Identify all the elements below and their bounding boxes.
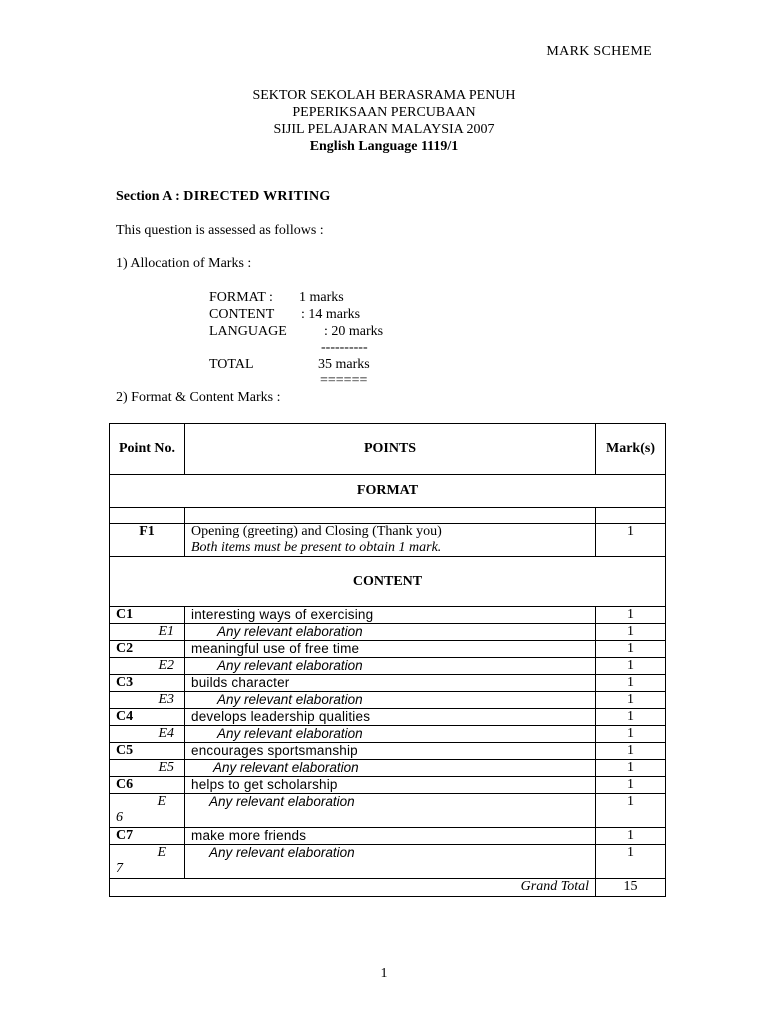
page-number: 1 [380,966,388,981]
format-value: 1 marks [299,290,344,305]
grand-total-row [110,879,666,897]
point-mark: 1 [596,692,666,709]
table-row [110,845,666,879]
table-row [110,675,666,692]
point-mark: 1 [596,845,666,879]
point-text: helps to get scholarship [185,777,596,794]
point-note: Both items must be present to obtain 1 mark. [191,540,442,555]
table-row [110,624,666,641]
header-points: POINTS [185,424,596,475]
mark-scheme-label: MARK SCHEME [546,44,652,59]
point-mark: 1 [596,607,666,624]
point-no: F1 [110,524,185,557]
format-heading: FORMAT [110,475,666,508]
table-row [110,607,666,624]
table-row [110,726,666,743]
point-no-letter: E [157,845,166,860]
point-text: Any relevant elaboration [185,692,596,709]
point-no: C7 [110,828,185,845]
point-mark: 1 [596,726,666,743]
point-mark: 1 [596,794,666,828]
language-value: : 20 marks [324,324,384,339]
header-marks: Mark(s) [596,424,666,475]
language-label: LANGUAGE [209,324,287,339]
point-no: C5 [110,743,185,760]
point-mark: 1 [596,777,666,794]
point-mark: 1 [596,709,666,726]
table-row [110,777,666,794]
point-mark: 1 [596,624,666,641]
point-text: make more friends [185,828,596,845]
equals-line: ====== [320,373,368,388]
point-text: Any relevant elaboration [185,760,596,777]
point-mark: 1 [596,828,666,845]
table-row [110,743,666,760]
content-heading: CONTENT [110,557,666,607]
point-text: builds character [185,675,596,692]
point-mark: 1 [596,524,666,557]
title-line-3: SIJIL PELAJARAN MALAYSIA 2007 [273,122,495,137]
title-line-4: English Language 1119/1 [309,139,459,154]
spacer-row [110,508,666,524]
point-no [110,794,185,828]
table-row [110,524,666,557]
grand-total-label: Grand Total [110,879,596,897]
point-no: C1 [110,607,185,624]
table-row [110,828,666,845]
table-row [110,794,666,828]
point-mark: 1 [596,641,666,658]
point-text: Any relevant elaboration [185,845,596,879]
point-no [110,845,185,879]
allocation-heading: 1) Allocation of Marks : [116,256,252,271]
point-text: develops leadership qualities [185,709,596,726]
point-text: meaningful use of free time [185,641,596,658]
point-no: E4 [110,726,185,743]
table-row [110,709,666,726]
point-no: E1 [110,624,185,641]
content-value: : 14 marks [301,307,361,322]
header-point-no: Point No. [110,424,185,475]
table-row [110,641,666,658]
point-mark: 1 [596,743,666,760]
point-no: C2 [110,641,185,658]
point-mark: 1 [596,658,666,675]
point-text: Any relevant elaboration [185,794,596,828]
point-text: Any relevant elaboration [185,726,596,743]
point-text: encourages sportsmanship [185,743,596,760]
point-mark: 1 [596,675,666,692]
section-prefix: Section A : [116,189,180,204]
point-text [185,524,596,557]
total-value: 35 marks [318,357,370,372]
table-header-row [110,424,666,475]
point-no-letter: E [157,794,166,809]
format-content-heading: 2) Format & Content Marks : [116,390,281,405]
point-no: E5 [110,760,185,777]
title-line-1: SEKTOR SEKOLAH BERASRAMA PENUH [252,88,516,103]
table-row [110,692,666,709]
format-label: FORMAT : [209,290,273,305]
point-text: Any relevant elaboration [185,624,596,641]
point-no: C4 [110,709,185,726]
point-no: C3 [110,675,185,692]
point-no: E2 [110,658,185,675]
point-mark: 1 [596,760,666,777]
assessed-text: This question is assessed as follows : [116,223,324,238]
section-heading [116,189,331,205]
grand-total-value: 15 [596,879,666,897]
title-line-2: PEPERIKSAAN PERCUBAAN [292,105,476,120]
point-no-digit: 7 [116,861,123,876]
point-no-digit: 6 [116,810,123,825]
dash-line: ---------- [321,340,368,355]
content-label: CONTENT [209,307,275,322]
point-text: interesting ways of exercising [185,607,596,624]
content-heading-row [110,557,666,607]
table-row [110,658,666,675]
table-row [110,760,666,777]
point-text: Any relevant elaboration [185,658,596,675]
section-title: DIRECTED WRITING [183,189,331,204]
point-main: Opening (greeting) and Closing (Thank you) [191,524,442,539]
total-label: TOTAL [209,357,254,372]
marks-table [109,423,666,897]
point-no: C6 [110,777,185,794]
point-no: E3 [110,692,185,709]
format-heading-row [110,475,666,508]
